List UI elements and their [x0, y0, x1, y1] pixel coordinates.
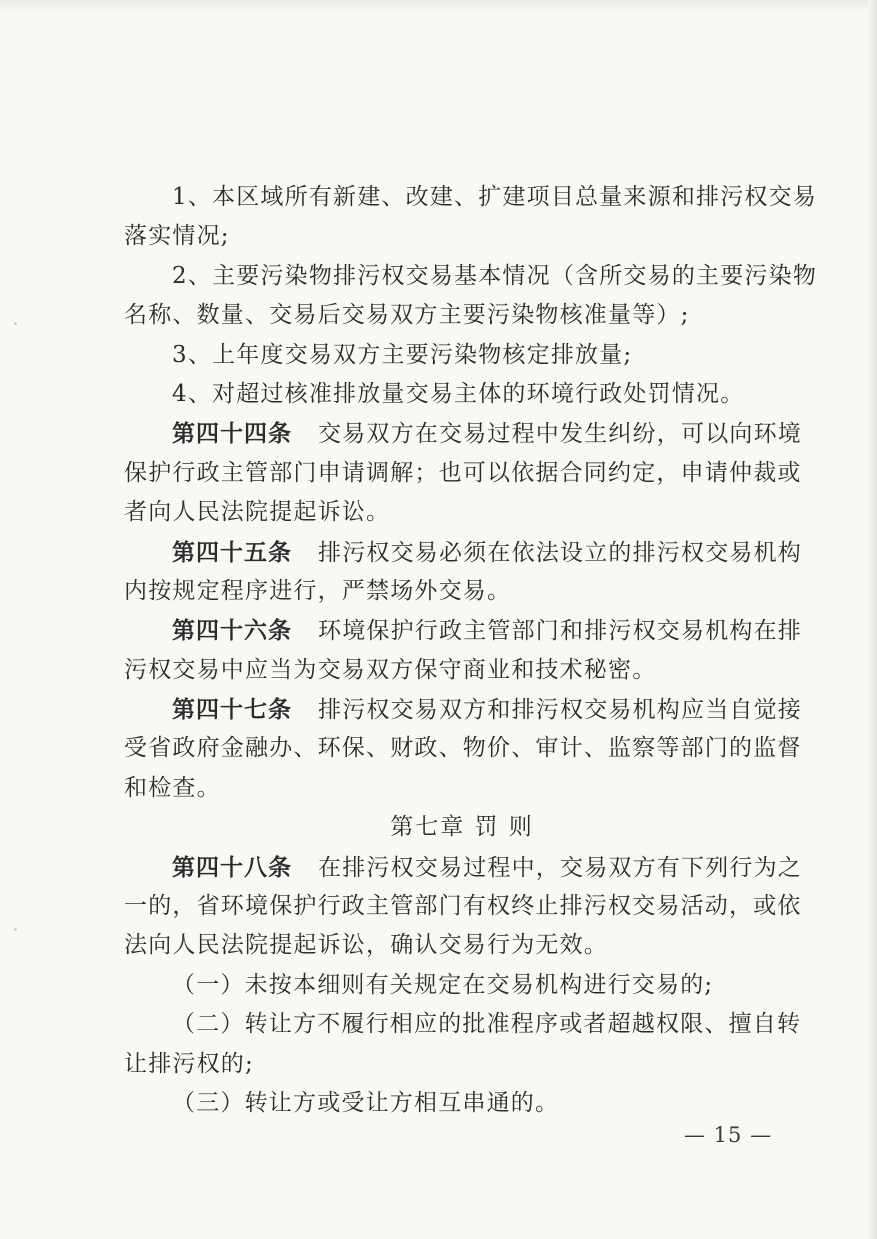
list-item: （一）未按本细则有关规定在交易机构进行交易的;: [172, 971, 714, 998]
article-48-line: [124, 848, 802, 887]
article-number: 第四十六条: [172, 617, 292, 645]
article-47-line: [124, 690, 802, 729]
article-number: 第四十四条: [172, 420, 292, 448]
document-body: [124, 178, 818, 1123]
text-line: 者向人民法院提起诉讼。: [124, 499, 391, 526]
text-line: 4、对超过核准排放量交易主体的环境行政处罚情况。: [172, 380, 745, 407]
list-item-continuation: 让排污权的;: [124, 1050, 254, 1077]
text-line: 和检查。: [124, 774, 221, 801]
chapter-heading: 第七章 罚 则: [390, 814, 534, 841]
scan-top-edge: [0, 0, 877, 12]
article-number: 第四十八条: [172, 853, 292, 881]
text-line: 1、本区域所有新建、改建、扩建项目总量来源和排污权交易: [172, 184, 818, 210]
article-45-line: [124, 533, 802, 572]
text-line: 落实情况;: [124, 223, 230, 250]
list-item: （二）转让方不履行相应的批准程序或者超越权限、擅自转: [172, 1011, 802, 1038]
page-number: — 15 —: [684, 1123, 773, 1147]
text-line: 法向人民法院提起诉讼，确认交易行为无效。: [124, 932, 608, 959]
article-46-line: [124, 611, 802, 650]
article-number: 第四十七条: [172, 696, 292, 724]
article-text: 交易双方在交易过程中发生纠纷，可以向环境: [318, 421, 802, 448]
article-text: 排污权交易必须在依法设立的排污权交易机构: [318, 539, 802, 566]
article-text: 在排污权交易过程中，交易双方有下列行为之: [318, 854, 802, 881]
text-line: 3、上年度交易双方主要污染物核定排放量;: [172, 341, 633, 368]
scan-right-edge: [868, 0, 877, 1239]
list-item: （三）转让方或受让方相互串通的。: [172, 1089, 560, 1116]
text-line: 一的，省环境保护行政主管部门有权终止排污权交易活动，或依: [124, 893, 802, 920]
scan-speck: [14, 928, 17, 931]
article-text: 排污权交易双方和排污权交易机构应当自觉接: [318, 697, 802, 724]
text-line: 污权交易中应当为交易双方保守商业和技术秘密。: [124, 656, 657, 683]
scan-speck: [14, 322, 17, 325]
article-text: 环境保护行政主管部门和排污权交易机构在排: [318, 618, 802, 645]
text-line: 受省政府金融办、环保、财政、物价、审计、监察等部门的监督: [124, 735, 802, 762]
text-line: 内按规定程序进行，严禁场外交易。: [124, 577, 512, 604]
article-number: 第四十五条: [172, 538, 292, 566]
article-44-line: [124, 414, 802, 453]
text-line: 名称、数量、交易后交易双方主要污染物核准量等）;: [124, 302, 690, 329]
text-line: 保护行政主管部门申请调解；也可以依据合同约定，申请仲裁或: [124, 459, 802, 486]
text-line: 2、主要污染物排污权交易基本情况（含所交易的主要污染物: [172, 262, 818, 289]
